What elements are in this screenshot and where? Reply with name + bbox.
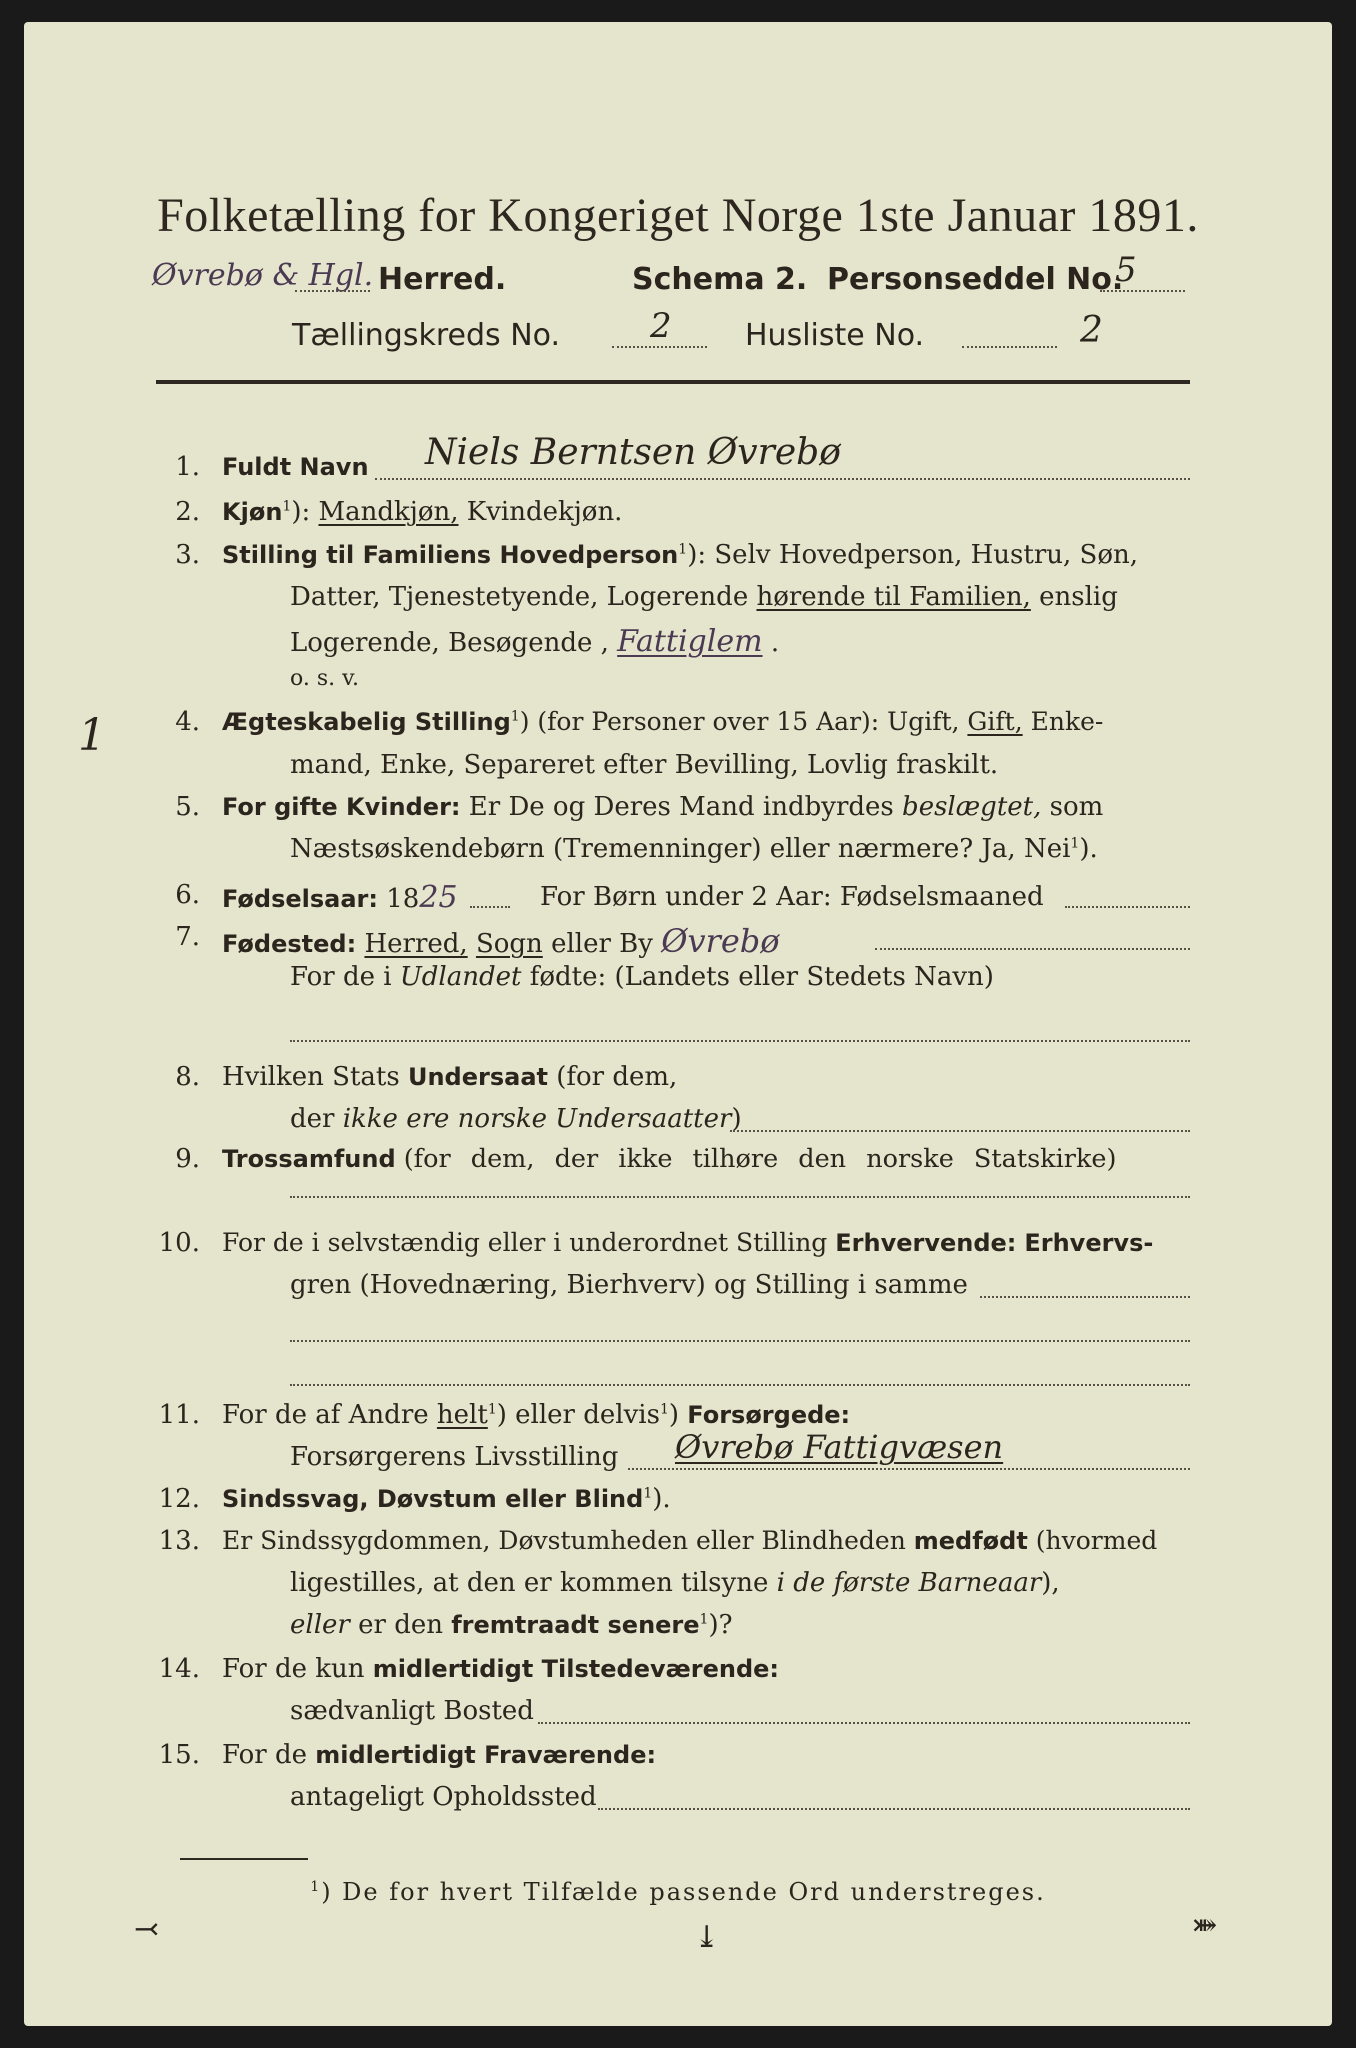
q3-line3 (290, 624, 779, 659)
q4-line2: mand, Enke, Separeret efter Bevilling, Lovlig fraskilt. (290, 750, 999, 780)
q7-abroad-dots (290, 1040, 1190, 1042)
husliste-value: 2 (1080, 310, 1103, 351)
q3-line2 (290, 582, 1118, 612)
q5-line1-italic: beslægtet, (902, 792, 1042, 822)
q7-line2-a: For de i (290, 962, 392, 992)
q7-option-sogn: Sogn (475, 929, 543, 959)
footnote-sup: 1 (310, 1879, 322, 1895)
form-title: Folketælling for Kongeriget Norge 1ste Januar 1891. (157, 189, 1199, 242)
q7-rest: eller By (551, 929, 653, 959)
q11-sup-1: 1 (487, 1401, 497, 1418)
q14-dots (538, 1722, 1190, 1724)
q1-dots (375, 478, 1190, 480)
q8-number: 8. (175, 1062, 200, 1092)
q10-number: 10. (158, 1228, 200, 1258)
q5-line1 (222, 792, 1103, 822)
q13-line1-bold: medfødt (913, 1527, 1028, 1555)
q8-line2 (290, 1104, 742, 1134)
q13-line3-c: )? (708, 1610, 733, 1640)
q1-name-value: Niels Berntsen Øvrebø (425, 432, 841, 473)
q12-end: ). (652, 1484, 671, 1514)
q3-line1 (222, 540, 1138, 570)
personseddel-label: Personseddel No. (827, 262, 1124, 297)
q10-line1 (222, 1228, 1153, 1257)
q6-rest-text: For Børn under 2 Aar: Fødselsmaaned (540, 882, 1044, 912)
q6-rest (540, 882, 1044, 912)
q15-number: 15. (158, 1740, 200, 1770)
q14-line1 (222, 1654, 779, 1684)
q9-rest: (for dem, der ikke tilhøre den norske Statskirke) (403, 1144, 1117, 1174)
q8-line2-a: der (290, 1104, 335, 1134)
q13-line2-italic: i de første Barneaar (776, 1568, 1042, 1598)
q3-label: Stilling til Familiens Hovedperson (222, 541, 679, 569)
q10-dots-1 (980, 1296, 1190, 1298)
q7-number: 7. (175, 922, 200, 952)
registration-mark-left: ⤙ (134, 1912, 160, 1947)
q12-line (222, 1484, 671, 1514)
q2-sup: 1 (282, 498, 292, 515)
q6-year-dots (470, 906, 510, 908)
q7-label: Fødested: (222, 930, 357, 958)
q9-line1 (222, 1144, 1116, 1174)
q11-option-helt: helt (436, 1400, 488, 1430)
q11-line1-c: ) (668, 1400, 680, 1430)
q9-label: Trossamfund (222, 1145, 396, 1173)
husliste-label: Husliste No. (745, 318, 925, 353)
q15-line1-bold: midlertidigt Fraværende: (315, 1741, 657, 1769)
q6-number: 6. (175, 880, 200, 910)
q14-number: 14. (158, 1654, 200, 1684)
footnote-rule (180, 1858, 308, 1860)
q2-rest: ): (291, 497, 311, 527)
q3-line2-a: Datter, Tjenestetyende, Logerende (290, 582, 749, 612)
q5-line2 (290, 834, 1098, 864)
kreds-label: Tællingskreds No. (292, 318, 560, 353)
personseddel-dots (1100, 290, 1185, 292)
q2-label: Kjøn (222, 498, 283, 526)
q11-line1-a: For de af Andre (222, 1400, 429, 1430)
q15-line1 (222, 1740, 656, 1770)
q11-line1-bold: Forsørgede: (687, 1401, 851, 1429)
q5-line2-sup: 1 (1070, 835, 1080, 852)
q7-line2 (290, 962, 994, 992)
q3-line1-rest: ): Selv Hovedperson, Hustru, Søn, (687, 540, 1139, 570)
footnote-text: ) De for hvert Tilfælde passende Ord understreges. (321, 1878, 1046, 1906)
q8-line1-a: Hvilken Stats (222, 1062, 400, 1092)
schema-label: Schema 2. (632, 262, 808, 297)
q6-line (222, 880, 458, 915)
registration-mark-center: ⤓ (694, 1920, 720, 1955)
q4-label: Ægteskabelig Stilling (222, 708, 511, 736)
q7-birthplace-value: Øvrebø (661, 922, 780, 960)
q10-dots-3 (290, 1384, 1190, 1386)
q3-line4: o. s. v. (290, 666, 359, 691)
q6-dots (1065, 906, 1190, 908)
q7-line2-b: fødte: (Landets eller Stedets Navn) (529, 962, 994, 992)
q13-line3 (290, 1610, 733, 1640)
q11-line1-b: ) eller delvis (496, 1400, 660, 1430)
q13-number: 13. (158, 1526, 200, 1556)
q11-provider-value: Øvrebø Fattigvæsen (675, 1428, 1004, 1466)
q3-line3-a: Logerende, Besøgende , (290, 628, 609, 658)
q12-number: 12. (158, 1484, 200, 1514)
husliste-dots (962, 346, 1057, 348)
kreds-dots (612, 346, 707, 348)
q13-line2-a: ligestilles, at den er kommen tilsyne (290, 1568, 769, 1598)
header-line-2 (152, 258, 373, 293)
q15-line2: antageligt Opholdssted (290, 1782, 597, 1812)
q10-line2: gren (Hovednæring, Bierhverv) og Stilling i samme (290, 1270, 968, 1300)
q14-line1-a: For de kun (222, 1654, 365, 1684)
q2-option-kvindekjon: Kvindekjøn. (466, 497, 623, 527)
herred-value: Øvrebø & Hgl. (152, 258, 374, 293)
q8-line2-b: ) (731, 1104, 742, 1134)
q14-line1-bold: midlertidigt Tilstedeværende: (372, 1655, 780, 1683)
q10-line1-a: For de i selvstændig eller i underordnet Stilling (222, 1228, 828, 1257)
personseddel-value: 5 (1115, 250, 1137, 290)
q3-line3-end: . (770, 628, 780, 658)
q8-line1-c: (for dem, (556, 1062, 678, 1092)
q2-option-mandkjon: Mandkjøn, (318, 497, 459, 527)
q3-line3-value: Fattiglem (617, 624, 763, 659)
q7-line1 (222, 922, 780, 960)
q11-line1 (222, 1400, 850, 1430)
q8-line2-italic: ikke ere norske Undersaatter (342, 1104, 732, 1134)
q8-line1-bold: Undersaat (407, 1063, 548, 1091)
q13-line2-b: ), (1041, 1568, 1060, 1598)
q8-dots (730, 1130, 1190, 1132)
q3-sup: 1 (678, 541, 688, 558)
q11-dots (628, 1468, 1190, 1470)
q9-dots (290, 1196, 1190, 1198)
herred-dots (295, 290, 370, 292)
q13-sup: 1 (699, 1611, 709, 1628)
q4-option-gift: Gift, (967, 707, 1023, 736)
q3-line2-underlined: hørende til Familien, (756, 582, 1031, 612)
q13-line3-bold: fremtraadt senere (451, 1611, 700, 1639)
q2-line (222, 497, 622, 527)
q5-label: For gifte Kvinder: (222, 793, 461, 821)
q15-line1-a: For de (222, 1740, 307, 1770)
q5-number: 5. (175, 792, 200, 822)
q13-line1-a: Er Sindssygdommen, Døvstumheden eller Blindheden (222, 1526, 906, 1555)
q7-line2-italic: Udlandet (399, 962, 522, 992)
q11-line2 (290, 1442, 618, 1472)
q12-label: Sindssvag, Døvstum eller Blind (222, 1485, 644, 1513)
census-form-sheet (24, 22, 1332, 2026)
kreds-value: 2 (650, 306, 672, 346)
q4-line1-b: Enke- (1030, 707, 1104, 736)
q12-sup: 1 (643, 1485, 653, 1502)
q13-line3-italic: eller (290, 1610, 350, 1640)
q11-sup-2: 1 (659, 1401, 669, 1418)
registration-mark-right: ⤘ (1192, 1908, 1218, 1943)
q4-sup: 1 (510, 708, 520, 725)
q9-number: 9. (175, 1144, 200, 1174)
q13-line2 (290, 1568, 1060, 1598)
q7-dots (875, 948, 1190, 950)
q5-line2-end: ). (1079, 834, 1098, 864)
header-rule (156, 380, 1190, 384)
q13-line1 (222, 1526, 1157, 1555)
q3-line2-b: enslig (1039, 582, 1118, 612)
q4-number: 4. (175, 707, 200, 737)
q6-prefix: 18 (386, 884, 420, 914)
q4-line1 (222, 707, 1103, 736)
q6-label: Fødselsaar: (222, 885, 378, 913)
q13-line1-c: (hvormed (1035, 1526, 1158, 1555)
q5-line1-a: Er De og Deres Mand indbyrdes (468, 792, 894, 822)
q5-line1-b: som (1049, 792, 1104, 822)
q7-option-herred: Herred, (364, 929, 468, 959)
q1-label: Fuldt Navn (222, 453, 369, 481)
q5-line2-text: Næstsøskendebørn (Tremenninger) eller nærmere? Ja, Nei (290, 834, 1071, 864)
q13-line3-a: er den (358, 1610, 443, 1640)
q11-number: 11. (158, 1400, 200, 1430)
q4-line1-a: ) (for Personer over 15 Aar): Ugift, (519, 707, 960, 736)
q10-dots-2 (290, 1340, 1190, 1342)
q3-number: 3. (175, 540, 200, 570)
q11-line2-a: Forsørgerens Livsstilling (290, 1442, 619, 1472)
q8-line1 (222, 1062, 677, 1092)
footnote (0, 1878, 1356, 1906)
q14-line2: sædvanligt Bosted (290, 1696, 534, 1726)
q15-dots (598, 1808, 1190, 1810)
q1-number: 1. (175, 452, 200, 482)
q6-birthyear-value: 25 (419, 880, 458, 915)
margin-note: 1 (78, 710, 106, 761)
q2-number: 2. (175, 497, 200, 527)
q10-line1-bold: Erhvervende: (835, 1229, 1017, 1257)
q10-line1-c: Erhvervs- (1024, 1229, 1154, 1257)
herred-label: Herred. (378, 262, 507, 297)
